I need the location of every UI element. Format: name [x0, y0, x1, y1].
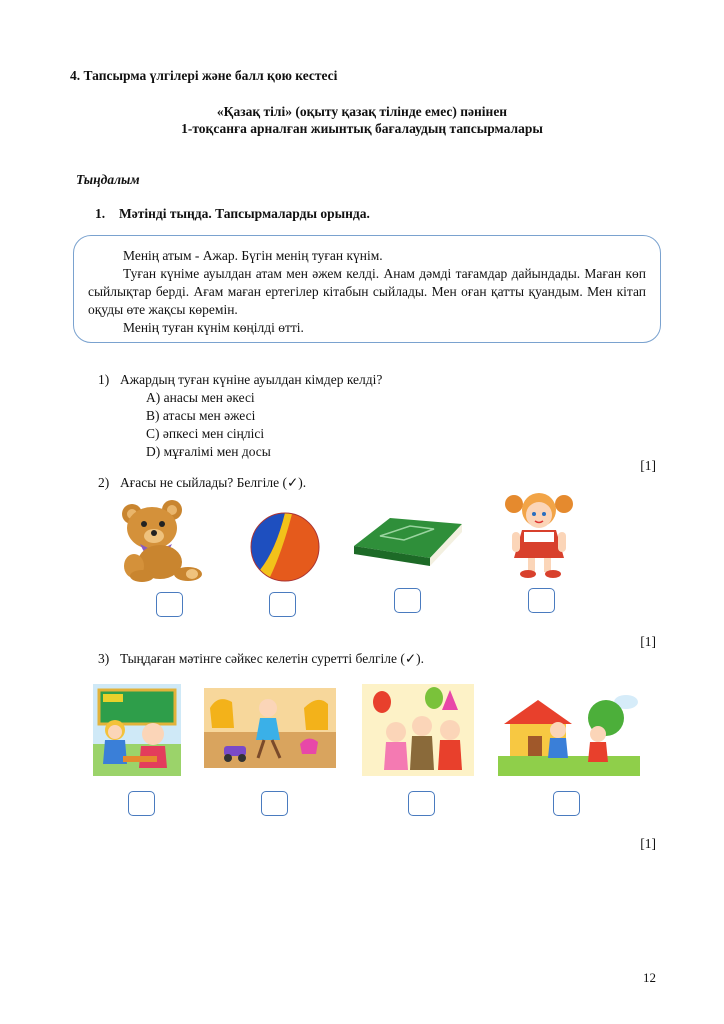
q3-number: 3): [98, 651, 110, 666]
listening-label: Тыңдалым: [76, 172, 140, 187]
q3-text: [98, 651, 424, 667]
q1-question: Ажардың туған күніне ауылдан кімдер келді?: [120, 372, 383, 387]
subject-title-line1: «Қазақ тілі» (оқыту қазақ тілінде емес) пәнінен: [216, 104, 508, 119]
q2-checkbox-ball[interactable]: [269, 592, 296, 617]
passage-line: Менің туған күнім көңілді өтті.: [123, 320, 304, 335]
q2-text: [98, 475, 306, 491]
doll-picture: [498, 488, 582, 580]
classroom-scene-picture: [93, 684, 181, 776]
teddy-bear-picture: [112, 500, 208, 582]
q2-number: 2): [98, 475, 110, 490]
q3-question: Тыңдаған мәтінге сәйкес келетін суретті белгіле (✓).: [120, 651, 425, 666]
q2-question: Ағасы не сыйлады? Белгіле (✓).: [120, 475, 307, 490]
q1-option-a[interactable]: A) анасы мен әкесі: [146, 390, 255, 405]
page-number: 12: [643, 970, 656, 985]
passage-box: [73, 235, 661, 343]
subject-title: [0, 103, 724, 137]
section-heading: 4. Тапсырма үлгілері және балл қою кестесі: [70, 68, 338, 83]
q1-option-d[interactable]: D) мұғалімі мен досы: [146, 444, 271, 459]
task1-text: Мәтінді тыңда. Тапсырмаларды орында.: [119, 206, 370, 221]
q2-checkbox-book[interactable]: [394, 588, 421, 613]
q2-checkbox-doll[interactable]: [528, 588, 555, 613]
q3-checkbox-room-play[interactable]: [261, 791, 288, 816]
q3-checkbox-classroom[interactable]: [128, 791, 155, 816]
q3-checkbox-birthday[interactable]: [408, 791, 435, 816]
kids-playing-room-picture: [204, 688, 336, 768]
kids-playing-outdoors-picture: [498, 688, 640, 776]
task1-number: 1.: [95, 206, 106, 221]
birthday-party-scene-picture: [362, 684, 474, 776]
q1-option-b[interactable]: B) атасы мен әжесі: [146, 408, 256, 423]
subject-title-line2: 1-тоқсанға арналған жиынтық бағалаудың тапсырмалары: [181, 121, 543, 136]
q3-checkbox-outdoors[interactable]: [553, 791, 580, 816]
task1-heading: [95, 206, 370, 222]
q1-score: [1]: [640, 458, 656, 473]
ball-picture: [248, 510, 322, 584]
q1-number: 1): [98, 372, 110, 387]
q2-score: [1]: [640, 634, 656, 649]
q2-checkbox-teddy-bear[interactable]: [156, 592, 183, 617]
q1-option-c[interactable]: C) әпкесі мен сіңлісі: [146, 426, 265, 441]
passage-line: Туған күніме ауылдан атам мен әжем келді. Анам дәмді тағамдар дайындады. Маған көп сыйлықтар берді. Ағам маған ертегілер кітабын сыйлады. Мен оған қатты қуандым. Мен кітап оқуды өте жақсы көремін.: [88, 266, 646, 317]
passage-line: Менің атым - Ажар. Бүгін менің туған күнім.: [123, 248, 383, 263]
q1-text: [98, 372, 382, 388]
book-picture: [350, 510, 466, 570]
q3-score: [1]: [640, 836, 656, 851]
